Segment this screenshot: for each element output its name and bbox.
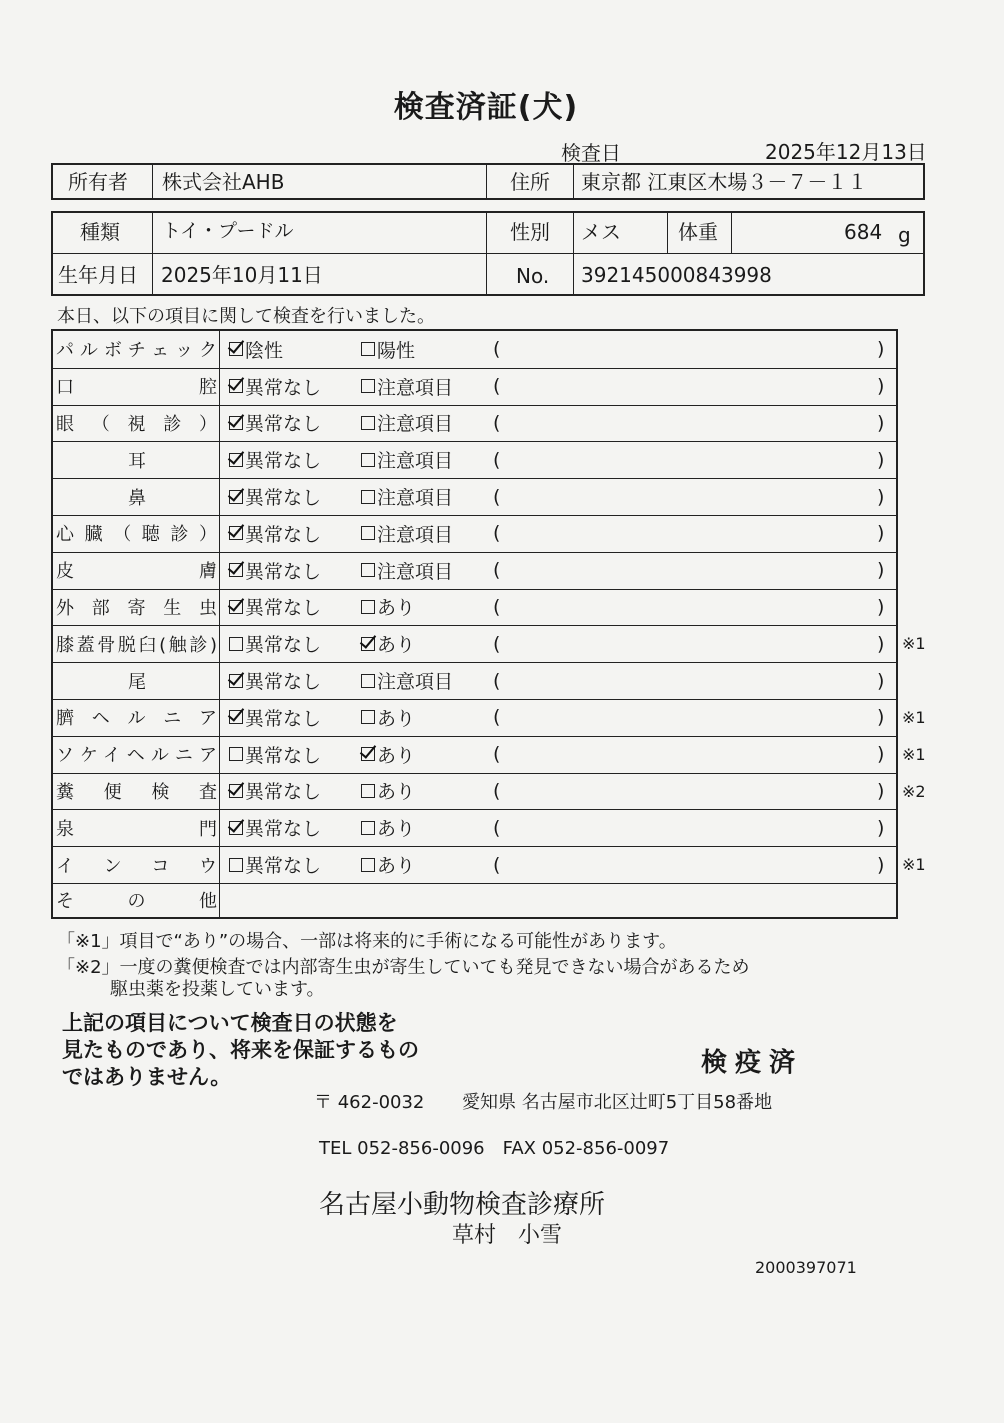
option-label: 異常なし: [245, 413, 322, 436]
option-1[interactable]: [229, 515, 321, 552]
owner-value: 株式会社AHB: [162, 170, 285, 194]
inspection-item-name: [56, 883, 217, 917]
note-close-paren: ): [877, 853, 885, 876]
option-label: 注意項目: [377, 671, 454, 694]
option-1[interactable]: [229, 478, 321, 515]
option-label: 異常なし: [245, 634, 322, 657]
note-close-paren: ): [877, 559, 885, 582]
clinic-phone-fax: TEL 052-856-0096 FAX 052-856-0097: [319, 1138, 670, 1159]
note-open-paren: (: [493, 375, 501, 398]
inspection-item-label: 鼻: [128, 487, 146, 509]
clinic-address: 愛知県 名古屋市北区辻町5丁目58番地: [462, 1092, 773, 1113]
inspection-item-name: [56, 331, 217, 368]
checked-checkbox-icon[interactable]: [229, 563, 243, 577]
option-2[interactable]: [361, 368, 453, 405]
note-close-paren: ): [877, 816, 885, 839]
option-label: 異常なし: [245, 818, 322, 841]
option-label: 陰性: [245, 339, 284, 362]
option-label: 注意項目: [377, 560, 454, 583]
option-1[interactable]: [229, 589, 321, 626]
note-close-paren: ): [877, 743, 885, 766]
option-label: 注意項目: [377, 487, 454, 510]
option-label: あり: [377, 781, 416, 804]
inspection-row: [53, 736, 896, 774]
inspection-item-label: 耳: [128, 450, 146, 472]
note-close-paren: ): [877, 485, 885, 508]
checked-checkbox-icon[interactable]: [361, 747, 375, 761]
checkbox-icon[interactable]: [361, 453, 375, 467]
option-label: 注意項目: [377, 523, 454, 546]
inspection-item-name: [56, 846, 217, 883]
checked-checkbox-icon[interactable]: [229, 342, 243, 356]
inspection-row: [53, 699, 896, 737]
option-label: あり: [377, 818, 416, 841]
option-label: 異常なし: [245, 671, 322, 694]
option-1[interactable]: [229, 662, 321, 699]
option-1[interactable]: [229, 736, 321, 773]
breed-label: 種類: [80, 220, 120, 244]
option-1[interactable]: [229, 405, 321, 442]
inspection-item-name: [56, 625, 217, 662]
option-2[interactable]: [361, 589, 415, 626]
exam-date-value: 2025年12月13日: [765, 140, 927, 164]
note-close-paren: ): [877, 375, 885, 398]
number-value: 392145000843998: [581, 263, 772, 287]
option-label: あり: [377, 855, 416, 878]
birth-label: 生年月日: [58, 263, 138, 287]
inspection-row: [53, 368, 896, 406]
option-label: あり: [377, 597, 416, 620]
inspection-row: [53, 809, 896, 847]
inspection-row: [53, 846, 896, 884]
birth-value: 2025年10月11日: [161, 263, 323, 287]
sex-label: 性別: [510, 220, 550, 244]
footnote-marker: ※2: [902, 781, 926, 801]
inspection-row: [53, 589, 896, 627]
inspection-item-label: 泉門: [56, 818, 217, 840]
inspection-row: [53, 662, 896, 700]
note-open-paren: (: [493, 779, 501, 802]
option-label: 異常なし: [245, 855, 322, 878]
weight-value: 684: [844, 220, 883, 244]
inspection-item-name: [56, 809, 217, 846]
inspection-item-label: 外部寄生虫: [56, 597, 217, 619]
option-2[interactable]: [361, 625, 415, 662]
checkbox-icon[interactable]: [361, 674, 375, 688]
note-open-paren: (: [493, 669, 501, 692]
checked-checkbox-icon[interactable]: [229, 416, 243, 430]
disclaimer-line-1: 上記の項目について検査日の状態を: [62, 1011, 398, 1035]
option-2[interactable]: [361, 441, 453, 478]
sex-value: メス: [581, 220, 621, 244]
note-close-paren: ): [877, 411, 885, 434]
inspection-item-name: [56, 405, 217, 442]
option-1[interactable]: [229, 625, 321, 662]
option-label: あり: [377, 744, 416, 767]
option-2[interactable]: [361, 846, 415, 883]
checkbox-icon[interactable]: [361, 821, 375, 835]
intro-text: 本日、以下の項目に関して検査を行いました。: [57, 306, 435, 327]
inspection-item-label: その他: [56, 891, 217, 912]
option-label: 異常なし: [245, 597, 322, 620]
inspection-row: [53, 625, 896, 663]
option-label: 注意項目: [377, 413, 454, 436]
option-2[interactable]: [361, 331, 415, 368]
option-label: 異常なし: [245, 376, 322, 399]
footnote-marker: ※1: [902, 855, 926, 875]
inspection-item-name: [56, 552, 217, 589]
option-2[interactable]: [361, 405, 453, 442]
owner-label: 所有者: [68, 170, 128, 194]
inspection-item-name: [56, 736, 217, 773]
option-label: 注意項目: [377, 450, 454, 473]
inspection-item-label: 皮膚: [56, 561, 217, 583]
weight-label: 体重: [678, 220, 718, 244]
note-close-paren: ): [877, 632, 885, 655]
option-2[interactable]: [361, 699, 415, 736]
note-close-paren: ): [877, 669, 885, 692]
note-open-paren: (: [493, 338, 501, 361]
note-open-paren: (: [493, 411, 501, 434]
inspection-item-name: [56, 589, 217, 626]
option-label: 陽性: [377, 339, 416, 362]
checked-checkbox-icon[interactable]: [361, 637, 375, 651]
inspection-item-name: [56, 368, 217, 405]
disclaimer-line-2: 見たものであり、将来を保証するもの: [62, 1038, 419, 1062]
checkbox-icon[interactable]: [229, 858, 243, 872]
option-1[interactable]: [229, 552, 321, 589]
option-label: 注意項目: [377, 376, 454, 399]
note-open-paren: (: [493, 595, 501, 618]
option-1[interactable]: [229, 773, 321, 810]
postal-code: 〒 462-0032: [314, 1092, 425, 1113]
option-1[interactable]: [229, 368, 321, 405]
option-label: 異常なし: [245, 450, 322, 473]
checked-checkbox-icon[interactable]: [229, 784, 243, 798]
note-open-paren: (: [493, 559, 501, 582]
inspection-table: [51, 329, 898, 919]
inspection-item-label: 心臓（聴診）: [56, 524, 217, 546]
inspection-row: [53, 405, 896, 443]
option-1[interactable]: [229, 846, 321, 883]
note-open-paren: (: [493, 485, 501, 508]
option-label: 異常なし: [245, 487, 322, 510]
inspection-item-label: 臍ヘルニア: [56, 708, 217, 730]
note-open-paren: (: [493, 448, 501, 471]
breed-value: トイ・プードル: [162, 220, 294, 242]
checked-checkbox-icon[interactable]: [229, 490, 243, 504]
option-label: 異常なし: [245, 744, 322, 767]
inspection-row: [53, 773, 896, 811]
note-open-paren: (: [493, 522, 501, 545]
note-open-paren: (: [493, 706, 501, 729]
inspection-item-label: 膝蓋骨脱臼(触診): [56, 634, 217, 656]
footnote-2-line-2: 駆虫薬を投薬しています。: [110, 979, 325, 1000]
inspection-item-label: インコウ: [56, 855, 217, 877]
checked-checkbox-icon[interactable]: [229, 674, 243, 688]
note-close-paren: ): [877, 522, 885, 545]
inspection-row: [53, 478, 896, 516]
checked-checkbox-icon[interactable]: [229, 710, 243, 724]
number-label: No.: [516, 264, 550, 288]
checked-checkbox-icon[interactable]: [229, 821, 243, 835]
footnote-marker: ※1: [902, 744, 926, 764]
inspection-row-other: [53, 883, 896, 917]
option-label: 異常なし: [245, 707, 322, 730]
checked-checkbox-icon[interactable]: [229, 600, 243, 614]
quarantine-stamp: 検疫済: [701, 1048, 804, 1078]
note-close-paren: ): [877, 706, 885, 729]
inspection-row: [53, 441, 896, 479]
checkbox-icon[interactable]: [361, 858, 375, 872]
note-open-paren: (: [493, 632, 501, 655]
inspection-item-name: [56, 773, 217, 810]
clinic-name: 名古屋小動物検査診療所: [319, 1190, 606, 1220]
checkbox-icon[interactable]: [361, 379, 375, 393]
option-label: あり: [377, 707, 416, 730]
note-close-paren: ): [877, 779, 885, 802]
inspection-item-name: [53, 478, 221, 515]
checkbox-icon[interactable]: [361, 490, 375, 504]
exam-date-label: 検査日: [561, 141, 621, 165]
veterinarian-name: 草村 小雪: [452, 1223, 563, 1248]
inspection-item-name: [56, 515, 217, 552]
footnote-marker: ※1: [902, 708, 926, 727]
address-value: 東京都 江東区木場３－７－１１: [581, 170, 868, 194]
option-2[interactable]: [361, 515, 453, 552]
inspection-row: [53, 552, 896, 590]
option-label: 異常なし: [245, 560, 322, 583]
option-label: あり: [377, 634, 416, 657]
option-1[interactable]: [229, 699, 321, 736]
checkbox-icon[interactable]: [229, 747, 243, 761]
inspection-item-label: 眼（視診）: [56, 413, 217, 435]
inspection-item-name: [56, 699, 217, 736]
checkbox-icon[interactable]: [361, 600, 375, 614]
inspection-item-label: 尾: [128, 671, 146, 693]
checkbox-icon[interactable]: [229, 637, 243, 651]
inspection-row: [53, 331, 896, 369]
note-close-paren: ): [877, 338, 885, 361]
option-2[interactable]: [361, 809, 415, 846]
inspection-item-name: [53, 662, 221, 699]
option-2[interactable]: [361, 662, 453, 699]
checkbox-icon[interactable]: [361, 563, 375, 577]
option-1[interactable]: [229, 441, 321, 478]
inspection-item-label: ソケイヘルニア: [56, 745, 217, 767]
option-2[interactable]: [361, 552, 453, 589]
checked-checkbox-icon[interactable]: [229, 379, 243, 393]
checkbox-icon[interactable]: [361, 416, 375, 430]
checkbox-icon[interactable]: [361, 784, 375, 798]
option-1[interactable]: [229, 331, 283, 368]
note-open-paren: (: [493, 743, 501, 766]
footnote-marker: ※1: [902, 634, 926, 654]
serial-number: 2000397071: [755, 1258, 857, 1277]
option-label: 異常なし: [245, 781, 322, 804]
checked-checkbox-icon[interactable]: [229, 453, 243, 467]
column-divider: [219, 331, 220, 917]
weight-unit: g: [898, 223, 911, 247]
checked-checkbox-icon[interactable]: [229, 526, 243, 540]
disclaimer-line-3: ではありません。: [62, 1065, 232, 1089]
inspection-item-label: 口腔: [56, 377, 217, 399]
document-title: 検査済証(犬): [393, 90, 579, 125]
option-2[interactable]: [361, 478, 453, 515]
checkbox-icon[interactable]: [361, 342, 375, 356]
option-2[interactable]: [361, 773, 415, 810]
footnote-1: 「※1」項目で“あり”の場合、一部は将来的に手術になる可能性があります。: [57, 931, 677, 952]
inspection-item-name: [53, 441, 221, 478]
checkbox-icon[interactable]: [361, 526, 375, 540]
option-label: 異常なし: [245, 523, 322, 546]
note-open-paren: (: [493, 816, 501, 839]
checkbox-icon[interactable]: [361, 710, 375, 724]
inspection-item-label: パルボチェック: [56, 340, 217, 362]
inspection-row: [53, 515, 896, 553]
note-close-paren: ): [877, 595, 885, 618]
note-open-paren: (: [493, 853, 501, 876]
option-2[interactable]: [361, 736, 415, 773]
note-close-paren: ): [877, 448, 885, 471]
inspection-item-label: 糞便検査: [56, 781, 217, 803]
option-1[interactable]: [229, 809, 321, 846]
address-label: 住所: [510, 170, 550, 194]
footnote-2-line-1: 「※2」一度の糞便検査では内部寄生虫が寄生していても発見できない場合があるため: [57, 957, 750, 978]
